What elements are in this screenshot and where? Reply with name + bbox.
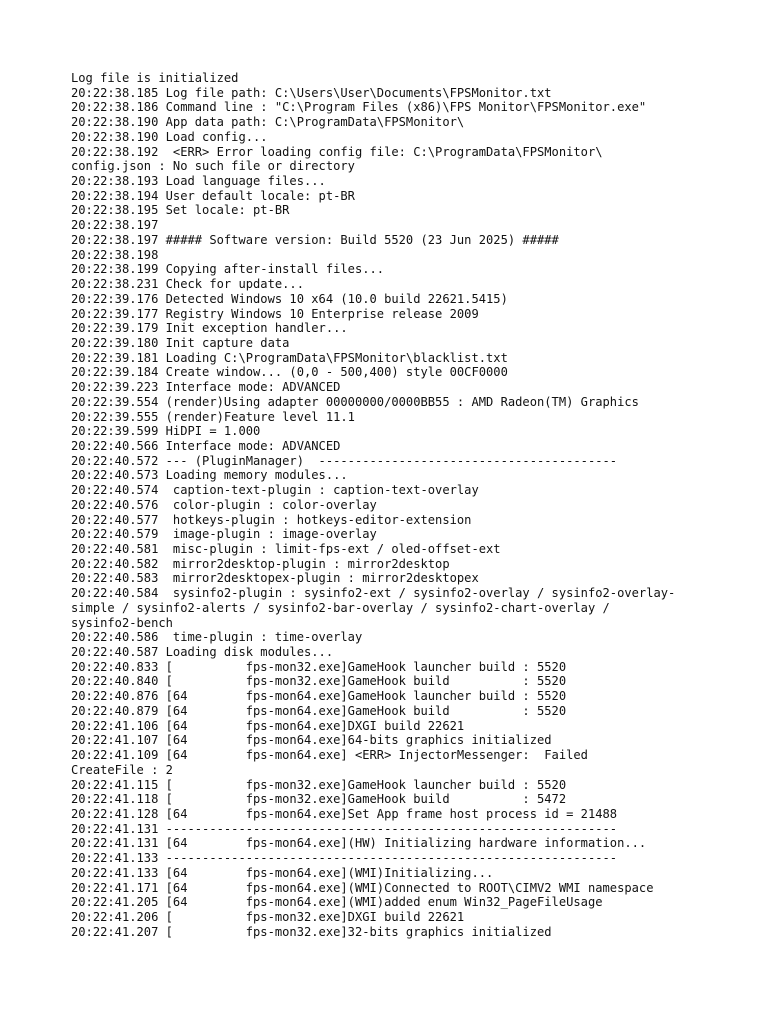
log-line: 20:22:39.179 Init exception handler...	[71, 321, 348, 336]
log-line: 20:22:38.199 Copying after-install files...	[71, 262, 385, 277]
log-line: 20:22:38.197 ##### Software version: Build 5520 (23 Jun 2025) #####	[71, 232, 559, 247]
log-line: 20:22:38.231 Check for update...	[71, 277, 304, 292]
log-line: 20:22:40.582 mirror2desktop-plugin : mirror2desktop	[71, 556, 450, 571]
log-line: 20:22:38.197	[71, 218, 159, 233]
log-line: simple / sysinfo2-alerts / sysinfo2-bar-overlay / sysinfo2-chart-overlay /	[71, 600, 610, 615]
log-line: 20:22:39.599 HiDPI = 1.000	[71, 424, 261, 439]
log-line: 20:22:41.206 [ fps-mon32.exe]DXGI build 22621	[71, 909, 465, 924]
log-line: 20:22:41.118 [ fps-mon32.exe]GameHook build : 5472	[71, 792, 567, 807]
log-line: 20:22:38.190 App data path: C:\ProgramData\FPSMonitor\	[71, 115, 465, 130]
log-line: 20:22:41.205 [64 fps-mon64.exe](WMI)added enum Win32_PageFileUsage	[71, 895, 603, 910]
log-line: 20:22:41.133 --------------------------------------------------------------	[71, 851, 618, 866]
log-line: 20:22:40.833 [ fps-mon32.exe]GameHook launcher build : 5520	[71, 659, 567, 674]
log-line: 20:22:38.192 <ERR> Error loading config file: C:\ProgramData\FPSMonitor\	[71, 144, 603, 159]
log-line: 20:22:40.566 Interface mode: ADVANCED	[71, 438, 341, 453]
log-line: sysinfo2-bench	[71, 615, 173, 630]
log-line: 20:22:38.185 Log file path: C:\Users\User\Documents\FPSMonitor.txt	[71, 85, 552, 100]
log-line: 20:22:40.572 --- (PluginManager) -----------------------------------------	[71, 453, 618, 468]
log-line: CreateFile : 2	[71, 762, 173, 777]
log-line: 20:22:38.198	[71, 247, 159, 262]
log-line: 20:22:39.177 Registry Windows 10 Enterprise release 2009	[71, 306, 479, 321]
log-line: 20:22:39.223 Interface mode: ADVANCED	[71, 380, 341, 395]
log-line: 20:22:39.184 Create window... (0,0 - 500,400) style 00CF0000	[71, 365, 508, 380]
log-line: 20:22:38.193 Load language files...	[71, 174, 326, 189]
log-line: 20:22:40.586 time-plugin : time-overlay	[71, 630, 363, 645]
log-line: 20:22:39.555 (render)Feature level 11.1	[71, 409, 355, 424]
log-line: 20:22:41.115 [ fps-mon32.exe]GameHook launcher build : 5520	[71, 777, 567, 792]
log-line: 20:22:41.133 [64 fps-mon64.exe](WMI)Initializing...	[71, 865, 494, 880]
log-line: 20:22:41.128 [64 fps-mon64.exe]Set App frame host process id = 21488	[71, 806, 618, 821]
log-line: 20:22:40.584 sysinfo2-plugin : sysinfo2-ext / sysinfo2-overlay / sysinfo2-overlay-	[71, 586, 676, 601]
log-line: 20:22:38.186 Command line : "C:\Program Files (x86)\FPS Monitor\FPSMonitor.exe"	[71, 100, 647, 115]
log-line: 20:22:40.581 misc-plugin : limit-fps-ext / oled-offset-ext	[71, 542, 501, 556]
log-line: config.json : No such file or directory	[71, 159, 355, 174]
log-line: 20:22:40.587 Loading disk modules...	[71, 645, 334, 660]
log-line: 20:22:40.583 mirror2desktopex-plugin : mirror2desktopex	[71, 571, 479, 586]
log-line: 20:22:40.576 color-plugin : color-overlay	[71, 497, 377, 512]
log-line: 20:22:40.879 [64 fps-mon64.exe]GameHook build : 5520	[71, 703, 567, 718]
log-line: 20:22:41.107 [64 fps-mon64.exe]64-bits graphics initialized	[71, 733, 552, 748]
log-line: 20:22:38.190 Load config...	[71, 129, 268, 144]
log-line: 20:22:38.194 User default locale: pt-BR	[71, 188, 355, 203]
log-line: 20:22:40.573 Loading memory modules...	[71, 468, 348, 483]
log-line: Log file is initialized	[71, 71, 239, 85]
log-text	[71, 71, 711, 939]
log-line: 20:22:41.171 [64 fps-mon64.exe](WMI)Connected to ROOT\CIMV2 WMI namespace	[71, 880, 654, 895]
log-line: 20:22:40.876 [64 fps-mon64.exe]GameHook launcher build : 5520	[71, 689, 567, 704]
log-line: 20:22:39.180 Init capture data	[71, 335, 290, 350]
log-line: 20:22:39.181 Loading C:\ProgramData\FPSMonitor\blacklist.txt	[71, 350, 508, 365]
log-line: 20:22:40.579 image-plugin : image-overlay	[71, 527, 377, 542]
log-line: 20:22:41.106 [64 fps-mon64.exe]DXGI build 22621	[71, 718, 465, 733]
log-line: 20:22:40.574 caption-text-plugin : caption-text-overlay	[71, 483, 479, 498]
log-line: 20:22:41.131 --------------------------------------------------------------	[71, 821, 618, 836]
log-line: 20:22:39.554 (render)Using adapter 00000000/0000BB55 : AMD Radeon(TM) Graphics	[71, 394, 639, 409]
log-line: 20:22:41.109 [64 fps-mon64.exe] <ERR> InjectorMessenger: Failed	[71, 748, 588, 763]
log-line: 20:22:38.195 Set locale: pt-BR	[71, 203, 290, 218]
log-line: 20:22:40.577 hotkeys-plugin : hotkeys-editor-extension	[71, 512, 472, 527]
log-line: 20:22:40.840 [ fps-mon32.exe]GameHook build : 5520	[71, 674, 567, 689]
log-line: 20:22:39.176 Detected Windows 10 x64 (10.0 build 22621.5415)	[71, 291, 508, 306]
log-line: 20:22:41.207 [ fps-mon32.exe]32-bits graphics initialized	[71, 924, 552, 939]
log-line: 20:22:41.131 [64 fps-mon64.exe](HW) Initializing hardware information...	[71, 836, 647, 851]
